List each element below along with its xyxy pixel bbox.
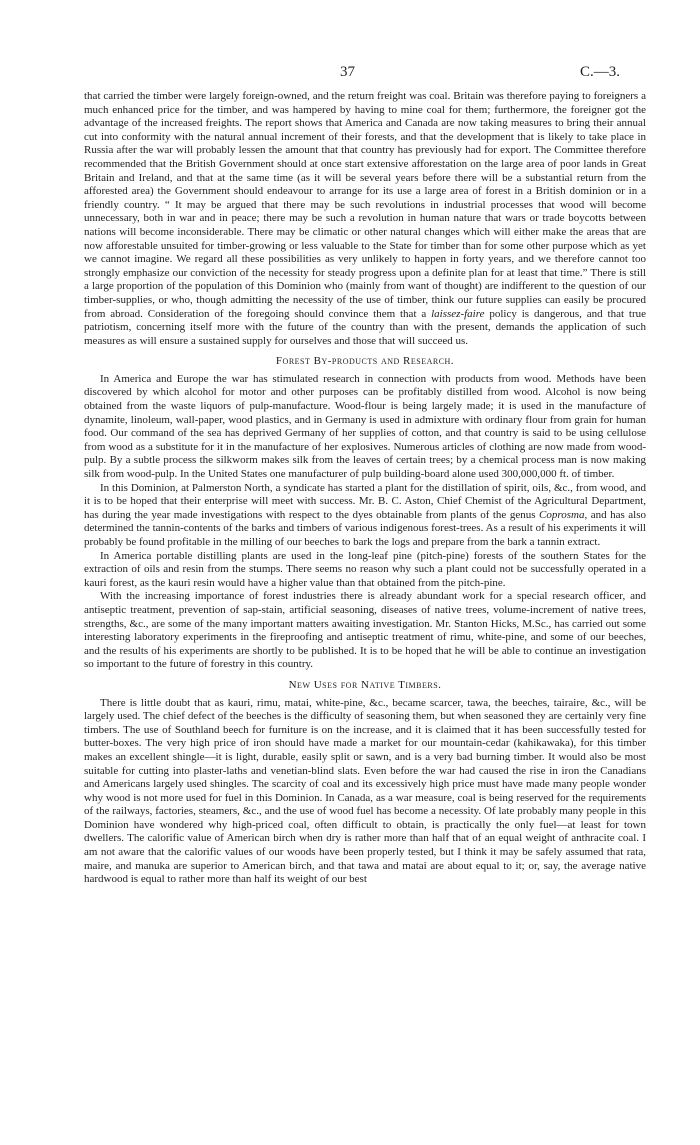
- section-heading-new-uses: New Uses for Native Timbers.: [288, 678, 442, 691]
- paragraph: that carried the timber were largely foreign-owned, and the return freight was coal. Britain was therefore paying to foreigners a much enhanced price for the timber, and was hampered by having to mine coal for them; furthermore, the foreigner got the advantage of the increased freights. The report shows that America and Canada are now taking measures to bring their annual cut into conformity with the natural annual increment of their forests, and that the development that is likely to take place in Russia after the war will probably lessen the amount that that country has previously had for export. The Committee therefore recommended that the British Government should at once start extensive afforestation on the large area of poor lands in Great Britain and Ireland, and that at the same time (as it will be several years before there will be a substantial return from the afforested area) the Government should endeavour to arrange for its use a large area of forest in a British dominion or in a friendly country. “ It may be argued that there may be such revolutions in industrial processes that wood will become unnecessary, both in war and in peace; there may be such a revolution in human nature that wars or trade boycotts between nations will become inconsiderable. There may be climatic or other natural changes which will either make the areas that are now afforestable unsuited for timber-growing or less valuable to the State for timber than for some other purpose which as yet we cannot imagine. We regard all these possibilities as very unlikely to happen in forty years, and we therefore cannot too strongly emphasize our conviction of the necessity for steady progress upon a definite plan for at least that time.” There is still a large proportion of the population of this Dominion who (mainly from want of thought) are indifferent to the question of our timber-supplies, or who, though admitting the necessity of the use of timber, think our future supplies can easily be procured from abroad. Consideration of the foregoing should convince them that a laissez-faire policy is dangerous, and that true patriotism, concerning itself more with the future of the country than with the present, demands the application of such measures as will ensure a sustained supply for ourselves and those that will succeed us.: [84, 90, 646, 347]
- paragraph: With the increasing importance of forest industries there is already abundant work for a special research officer, and antiseptic treatment, prevention of sap-stain, artificial seasoning, diseases of native trees, volume-increment of native trees, strengths, &c., are some of the many important matters awaiting investigation. Mr. Stanton Hicks, M.Sc., has carried out some interesting laboratory experiments in the fireproofing and antiseptic treatment of rimu, white-pine, and some of our beeches, and the results of his experiments are shortly to be published. It is to be hoped that he will be able to continue an investigation so important to the future of forestry in this country.: [84, 590, 646, 671]
- paragraph: In this Dominion, at Palmerston North, a syndicate has started a plant for the distillation of spirit, oils, &c., from wood, and it is to be hoped that their enterprise will meet with success. Mr. B. C. Aston, Chief Chemist of the Agricultural Department, has during the year made investigations with respect to the dyes obtainable from plants of the genus Coprosma, and has also determined the tannin-contents of the barks and timbers of various indigenous forest-trees. As a result of his experiments it will probably be found profitable in the milling of our beeches to bark the logs and prepare from the bark a tannin extract.: [84, 481, 647, 548]
- document-reference: C.—3.: [580, 64, 621, 80]
- body-text: [84, 90, 646, 887]
- page-number: 37: [340, 64, 355, 80]
- paragraph: In America portable distilling plants are used in the long-leaf pine (pitch-pine) forests of the southern States for the extraction of oils and resin from the stumps. There seems no reason why such a plant could not be successfully operated in a kauri forest, as the kauri resin would have a higher value than that obtained from the pitch-pine.: [84, 549, 646, 589]
- page-header: [0, 64, 700, 84]
- italic-phrase: laissez-faire: [431, 307, 485, 320]
- paragraph: In America and Europe the war has stimulated research in connection with products from wood. Methods have been discovered by which alcohol for motor and other purposes can be profitably distilled from wood. Alcohol is now being obtained from the waste liquors of pulp-manufacture. Wood-flour is being largely made; it is used in the manufacture of dynamite, linoleum, wall-paper, wood plastics, and in Germany is used in admixture with ordinary flour from grain for human food. Our command of the sea has deprived Germany of her supplies of cotton, and that country is said to be using cellulose from wood as a substitute for it in the manufacture of her explosives. Numerous articles of clothing are now made from wood-pulp. By a subtle process the silkworm makes silk from the leaves of certain trees; by a chemical process man is now making silk from wood-pulp. In the United States one manufacturer of pulp building-board alone used 300,000,000 ft. of timber.: [84, 372, 646, 481]
- paragraph: There is little doubt that as kauri, rimu, matai, white-pine, &c., became scarcer, tawa, the beeches, tairaire, &c., will be largely used. The chief defect of the beeches is the difficulty of seasoning them, but when seasoned they are certainly very fine timbers. The use of Southland beech for furniture is on the increase, and it is claimed that it has been successfully tested for butter-boxes. The very high price of iron should have made a market for our mountain-cedar (kahikawaka), for this timber makes an excellent shingle—it is light, durable, easily split or sawn, and is a very bad burning timber. It would also be most suitable for cutting into plaster-laths and venetian-blind slats. Even before the war had caused the rise in iron the Canadians and Americans largely used shingles. The scarcity of coal and its excessively high price must have made many people wonder why wood is not more used for fuel in this Dominion. In Canada, as a war measure, coal is being reserved for the requirements of the railways, factories, steamers, &c., and the use of wood fuel has become a necessity. Of late probably many people in this Dominion have wondered why high-priced coal, often difficult to obtain, is practically the only fuel—at least for town dwellers. The calorific value of American birch when dry is rather more than half that of an equal weight of anthracite coal. I am not aware that the calorific values of our woods have been properly tested, but I think it may be safely assumed that rata, maire, and manuka are superior to American birch, and that tawa and matai are about equal to it; or, say, the average native hardwood is equal to rather more than half its weight of our best: [84, 696, 646, 886]
- section-heading-forest-byproducts: Forest By-products and Research.: [275, 355, 455, 368]
- italic-genus: Coprosma: [539, 508, 585, 521]
